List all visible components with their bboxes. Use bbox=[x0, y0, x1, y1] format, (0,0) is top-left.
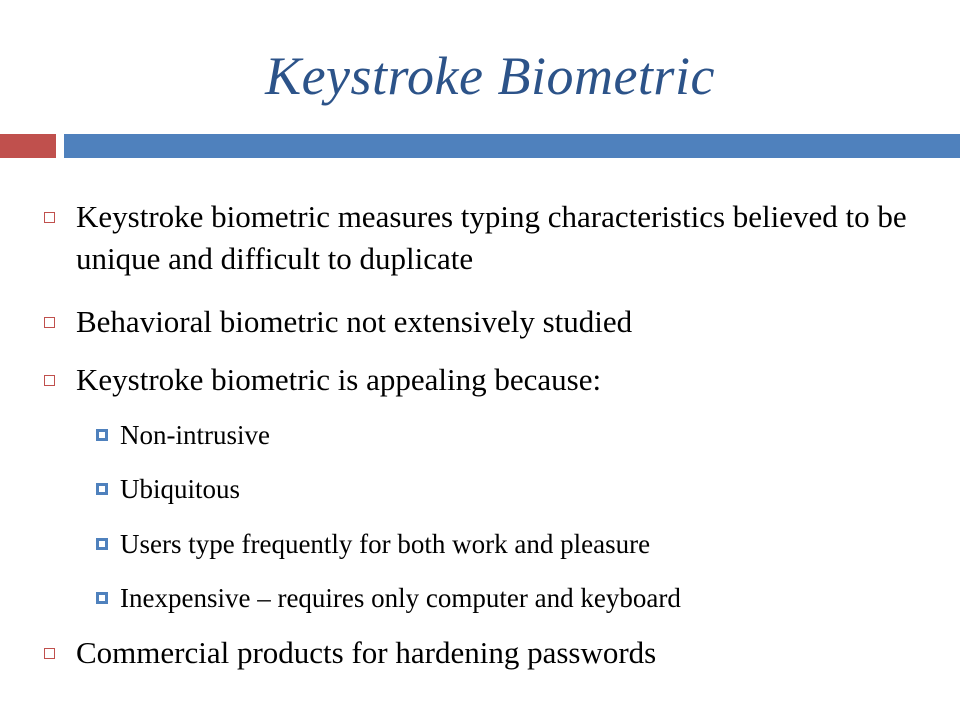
filled-square-bullet-icon bbox=[96, 592, 108, 604]
sub-bullet-item bbox=[96, 418, 946, 452]
sub-bullet-text: Inexpensive – requires only computer and keyboard bbox=[120, 583, 681, 613]
bullet-item bbox=[44, 359, 924, 401]
filled-square-bullet-icon bbox=[96, 429, 108, 441]
sub-bullet-text: Non-intrusive bbox=[120, 420, 270, 450]
bullet-item bbox=[44, 196, 924, 280]
bullet-text: Behavioral biometric not extensively studied bbox=[76, 304, 633, 339]
sub-bullet-text: Ubiquitous bbox=[120, 474, 241, 504]
hollow-square-bullet-icon bbox=[44, 317, 55, 328]
hollow-square-bullet-icon bbox=[44, 648, 55, 659]
sub-bullet-text: Users type frequently for both work and pleasure bbox=[120, 529, 651, 559]
bullet-text: Commercial products for hardening passwords bbox=[76, 635, 657, 670]
sub-bullet-item bbox=[96, 472, 946, 506]
hollow-square-bullet-icon bbox=[44, 375, 55, 386]
filled-square-bullet-icon bbox=[96, 538, 108, 550]
bullet-item bbox=[44, 632, 924, 674]
slide-title: Keystroke Biometric bbox=[265, 46, 715, 106]
filled-square-bullet-icon bbox=[96, 483, 108, 495]
bullet-text: Keystroke biometric is appealing because: bbox=[76, 362, 602, 397]
sub-bullet-item bbox=[96, 527, 946, 561]
sub-bullet-item bbox=[96, 581, 946, 615]
bullet-text: Keystroke biometric measures typing characteristics believed to be unique and difficult to duplicate bbox=[76, 199, 907, 276]
bullet-item bbox=[44, 301, 924, 343]
hollow-square-bullet-icon bbox=[44, 212, 55, 223]
